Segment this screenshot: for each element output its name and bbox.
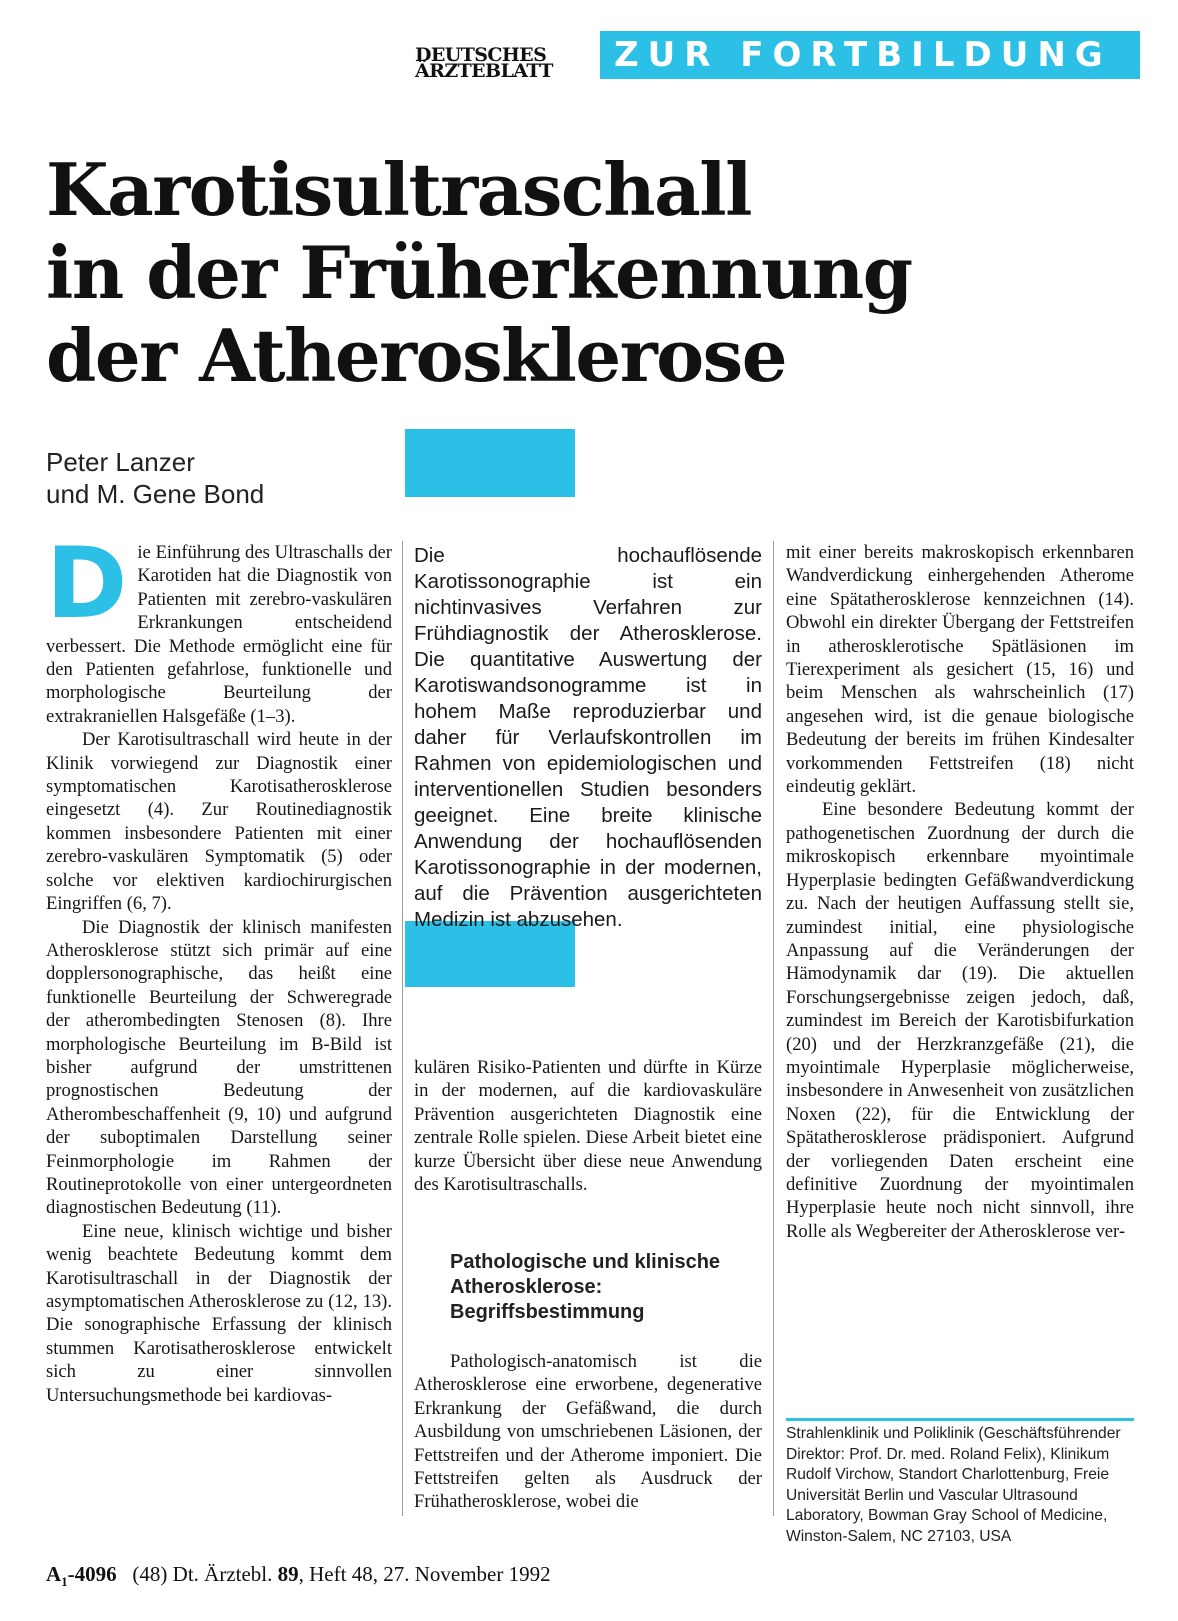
page-footer: [46, 1562, 551, 1590]
drop-cap: D: [46, 527, 128, 641]
issue-details: , Heft 48, 27. November 1992: [298, 1562, 551, 1586]
body-paragraph-4: Eine neue, klinisch wichtige und bisher wenig beachtete Bedeutung kommt dem Karotisultraschall in der Diagnostik der asymptomatischen Atherosklerose zu (12, 13). Die sonographische Erfassung der klinisch stummen Karotisatherosklerose entwickelt sich zu einer sinnvollen Untersuchungsmethode bei kardiovas-: [46, 1220, 392, 1406]
page-prefix: A: [46, 1562, 62, 1586]
author-affiliation: Strahlenklinik und Poliklinik (Geschäftsführender Direktor: Prof. Dr. med. Roland Felix), Klinikum Rudolf Virchow, Standort Charlottenburg, Freie Universität Berlin und Vascular Ultrasound Laboratory, Bowman Gray School of Medicine, Winston-Salem, NC 27103, USA: [786, 1425, 1121, 1545]
title-line-1: Karotisultraschall: [46, 147, 751, 232]
issue-prefix: (48) Dt. Ärztebl.: [132, 1562, 273, 1586]
author-list: [46, 446, 264, 510]
body-paragraph-1-text: ie Einführung des Ultraschalls der Karotiden hat die Diagnostik von Patienten mit zerebro-vaskulären Erkrankungen entscheidend verbessert. Die Methode ermöglicht eine für den Patienten gefahrlose, funktionelle und morphologische Beurteilung der extrakraniellen Halsgefäße (1–3).: [46, 542, 392, 727]
section-banner: ZUR FORTBILDUNG: [600, 31, 1140, 79]
article-title: [46, 148, 1126, 397]
text-column-1: [46, 527, 392, 1407]
column-divider-2: [773, 541, 774, 1516]
body-paragraph-1: [46, 527, 392, 728]
text-column-2: [414, 1056, 762, 1196]
column-divider-1: [402, 541, 403, 1516]
page-number: -4096: [67, 1562, 117, 1586]
text-column-3: [786, 541, 1134, 1243]
affiliation-rule: [786, 1418, 1134, 1421]
body-paragraph-4-continued: kulären Risiko-Patienten und dürfte in Kürze in der modernen, auf die kardiovaskuläre Prävention ausgerichteten Diagnostik eine zentrale Rolle spielen. Diese Arbeit bietet eine kurze Übersicht über diese neue Anwendung des Karotisultraschalls.: [414, 1057, 762, 1196]
volume-number: 89: [277, 1562, 299, 1586]
section-subheading: Pathologische und klinische Atherosklerose: Begriffsbestimmung: [450, 1251, 721, 1323]
text-column-2-lower: [414, 1350, 762, 1514]
page-identifier: [46, 1562, 117, 1590]
title-line-3: der Atherosklerose: [46, 313, 787, 398]
lead-abstract: Die hochauflösende Karotissonographie ist ein nichtinvasives Verfahren zur Frühdiagnostik der Atherosklerose. Die quantitative Auswertung der Karotiswandsonogramme ist in hohem Maße reproduzierbar und daher für Verlaufskontrollen im Rahmen von epidemiologischen und interventionellen Studien besonders geeignet. Eine breite klinische Anwendung der hochauflösenden Karotissonographie in der modernen, auf die Prävention ausgerichteten Medizin ist abzusehen.: [414, 544, 762, 931]
decorative-cyan-block-top: [405, 429, 575, 497]
body-paragraph-2: Der Karotisultraschall wird heute in der Klinik vorwiegend zur Diagnostik einer symptomatischen Karotisatherosklerose eingesetzt (4). Zur Routinediagnostik kommen insbesondere Patienten mit einer zerebro-vaskulären Symptomatik (5) oder solche vor elektiven kardiochirurgischen Eingriffen (6, 7).: [46, 729, 392, 915]
author-line-2: und M. Gene Bond: [46, 479, 265, 509]
body-paragraph-6: Eine besondere Bedeutung kommt der pathogenetischen Zuordnung der durch die mikroskopisch erkennbare myointimale Hyperplasie bedingten Gefäßwandverdickung zu. Nach der heutigen Auffassung stellt sie, zumindest initial, eine physiologische Anpassung auf die Veränderungen der Hämodynamik dar (19). Die aktuellen Forschungsergebnisse zeigen jedoch, daß, zumindest im Bereich der Karotisbifurkation (20) und der Herzkranzgefäße (21), die myointimale Hyperplasie möglicherweise, insbesondere in Anwesenheit von zusätzlichen Noxen (22), für die Entwicklung der Spätatherosklerose prädisponiert. Aufgrund der vorliegenden Daten erscheint eine definitive Zuordnung der myointimalen Hyperplasie heute noch nicht sinnvoll, ihre Rolle als Wegbereiter der Atherosklerose ver-: [786, 799, 1134, 1242]
body-paragraph-5-continued: mit einer bereits makroskopisch erkennbaren Wandverdickung einhergehenden Atherome eine Spätatherosklerose kennzeichnen (14). Obwohl ein direkter Übergang der Fettstreifen in atherosklerotische Spätläsionen im Tierexperiment als gesichert (15, 16) und beim Menschen als wahrscheinlich (17) angesehen wird, ist die genaue biologische Bedeutung der bereits im frühen Kindesalter vorkommenden Fettstreifen (18) nicht eindeutig geklärt.: [786, 542, 1134, 798]
masthead-line-1: DEUTSCHES: [415, 44, 547, 66]
masthead-line-2: ÄRZTEBLATT: [415, 60, 553, 82]
page-prefix-sub: 1: [61, 1574, 68, 1590]
author-line-1: Peter Lanzer: [46, 447, 195, 477]
body-paragraph-3: Die Diagnostik der klinisch manifesten Atherosklerose stützt sich primär auf eine dopplersonographische, das heißt eine funktionelle Beurteilung der Schweregrade der atherombedingten Stenosen (8). Ihre morphologische Beurteilung im B-Bild ist bisher aufgrund der umstrittenen prognostischen Bedeutung der Atherombeschaffenheit (9, 10) und aufgrund der suboptimalen Darstellung seiner Feinmorphologie im Rahmen der Routineprotokolle von einer untergeordneten diagnostischen Bedeutung (11).: [46, 916, 392, 1219]
journal-masthead: [415, 44, 575, 82]
body-paragraph-5: Pathologisch-anatomisch ist die Atherosklerose eine erworbene, degenerative Erkrankung der Gefäßwand, die durch Ausbildung von umschriebenen Läsionen, der Fettstreifen und der Atherome imponiert. Die Fettstreifen gelten als Ausdruck der Frühatherosklerose, wobei die: [414, 1351, 762, 1513]
title-line-2: in der Früherkennung: [46, 230, 912, 315]
